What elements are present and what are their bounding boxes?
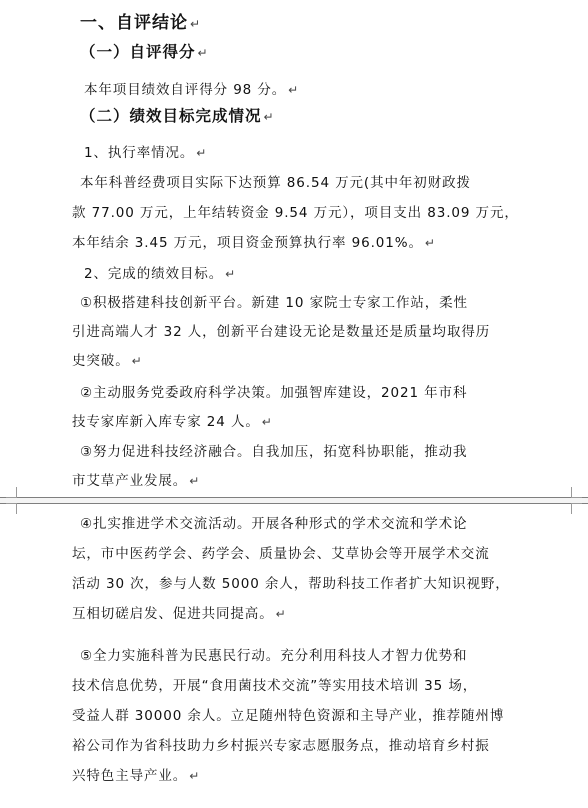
heading-performance-goals: （二）绩效目标完成情况 ↵ xyxy=(80,107,275,125)
goal4-line-3: 活动 30 次，参与人数 5000 余人，帮助科技工作者扩大知识视野， xyxy=(72,576,510,592)
page-corner-mark xyxy=(6,487,17,498)
heading-self-evaluation-conclusion: 一、自评结论 ↵ xyxy=(80,13,202,33)
execution-line-1: 本年科普经费项目实际下达预算 86.54 万元(其中年初财政拨 xyxy=(80,175,471,191)
goal2-line-1: ②主动服务党委政府科学决策。加强智库建设，2021 年市科 xyxy=(80,385,468,401)
score-paragraph: 本年项目绩效自评得分 98 分。 ↵ xyxy=(84,82,300,98)
goal5-line-1: ⑤全力实施科普为民惠民行动。充分利用科技人才智力优势和 xyxy=(80,648,468,664)
heading-self-evaluation-score: （一）自评得分 ↵ xyxy=(80,43,209,61)
goal3-line-1: ③努力促进科技经济融合。自我加压，拓宽科协职能，推动我 xyxy=(80,444,468,460)
paragraph-mark: ↵ xyxy=(424,236,436,250)
goal4-line-1: ④扎实推进学术交流活动。开展各种形式的学术交流和学术论 xyxy=(80,516,468,532)
paragraph-mark: ↵ xyxy=(189,769,201,783)
goal5-line-3: 受益人群 30000 余人。立足随州特色资源和主导产业，推荐随州博 xyxy=(72,708,505,724)
page-corner-mark xyxy=(571,487,582,498)
goal1-line-1: ①积极搭建科技创新平台。新建 10 家院士专家工作站，柔性 xyxy=(80,295,468,311)
item-completed-goals-title: 2、完成的绩效目标。 ↵ xyxy=(84,266,237,282)
paragraph-mark: ↵ xyxy=(263,110,275,124)
paragraph-mark: ↵ xyxy=(131,354,143,368)
goal1-line-3: 史突破。 ↵ xyxy=(72,353,143,369)
goal1-line-2: 引进高端人才 32 人，创新平台建设无论是数量还是质量均取得历 xyxy=(72,324,491,340)
paragraph-mark: ↵ xyxy=(190,17,202,31)
paragraph-mark: ↵ xyxy=(197,46,209,60)
goal3-line-2: 市艾草产业发展。 ↵ xyxy=(72,473,201,489)
goal5-line-5: 兴特色主导产业。 ↵ xyxy=(72,768,201,784)
paragraph-mark: ↵ xyxy=(261,415,273,429)
paragraph-mark: ↵ xyxy=(189,474,201,488)
paragraph-mark: ↵ xyxy=(196,146,208,160)
paragraph-mark: ↵ xyxy=(275,607,287,621)
item-execution-rate-title: 1、执行率情况。 ↵ xyxy=(84,145,208,161)
execution-line-3: 本年结余 3.45 万元，项目资金预算执行率 96.01%。 ↵ xyxy=(72,235,436,251)
document-page-2 xyxy=(0,502,588,808)
paragraph-mark: ↵ xyxy=(225,267,237,281)
goal4-line-4: 互相切磋启发、促进共同提高。 ↵ xyxy=(72,606,287,622)
goal2-line-2: 技专家库新入库专家 24 人。 ↵ xyxy=(72,414,273,430)
goal4-line-2: 坛，市中医药学会、药学会、质量协会、艾草协会等开展学术交流 xyxy=(72,546,490,562)
execution-line-2: 款 77.00 万元，上年结转资金 9.54 万元），项目支出 83.09 万元， xyxy=(72,205,519,221)
goal5-line-2: 技术信息优势，开展“食用菌技术交流”等实用技术培训 35 场， xyxy=(72,678,478,694)
paragraph-mark: ↵ xyxy=(288,83,300,97)
goal5-line-4: 裕公司作为省科技助力乡村振兴专家志愿服务点，推动培育乡村振 xyxy=(72,738,490,754)
